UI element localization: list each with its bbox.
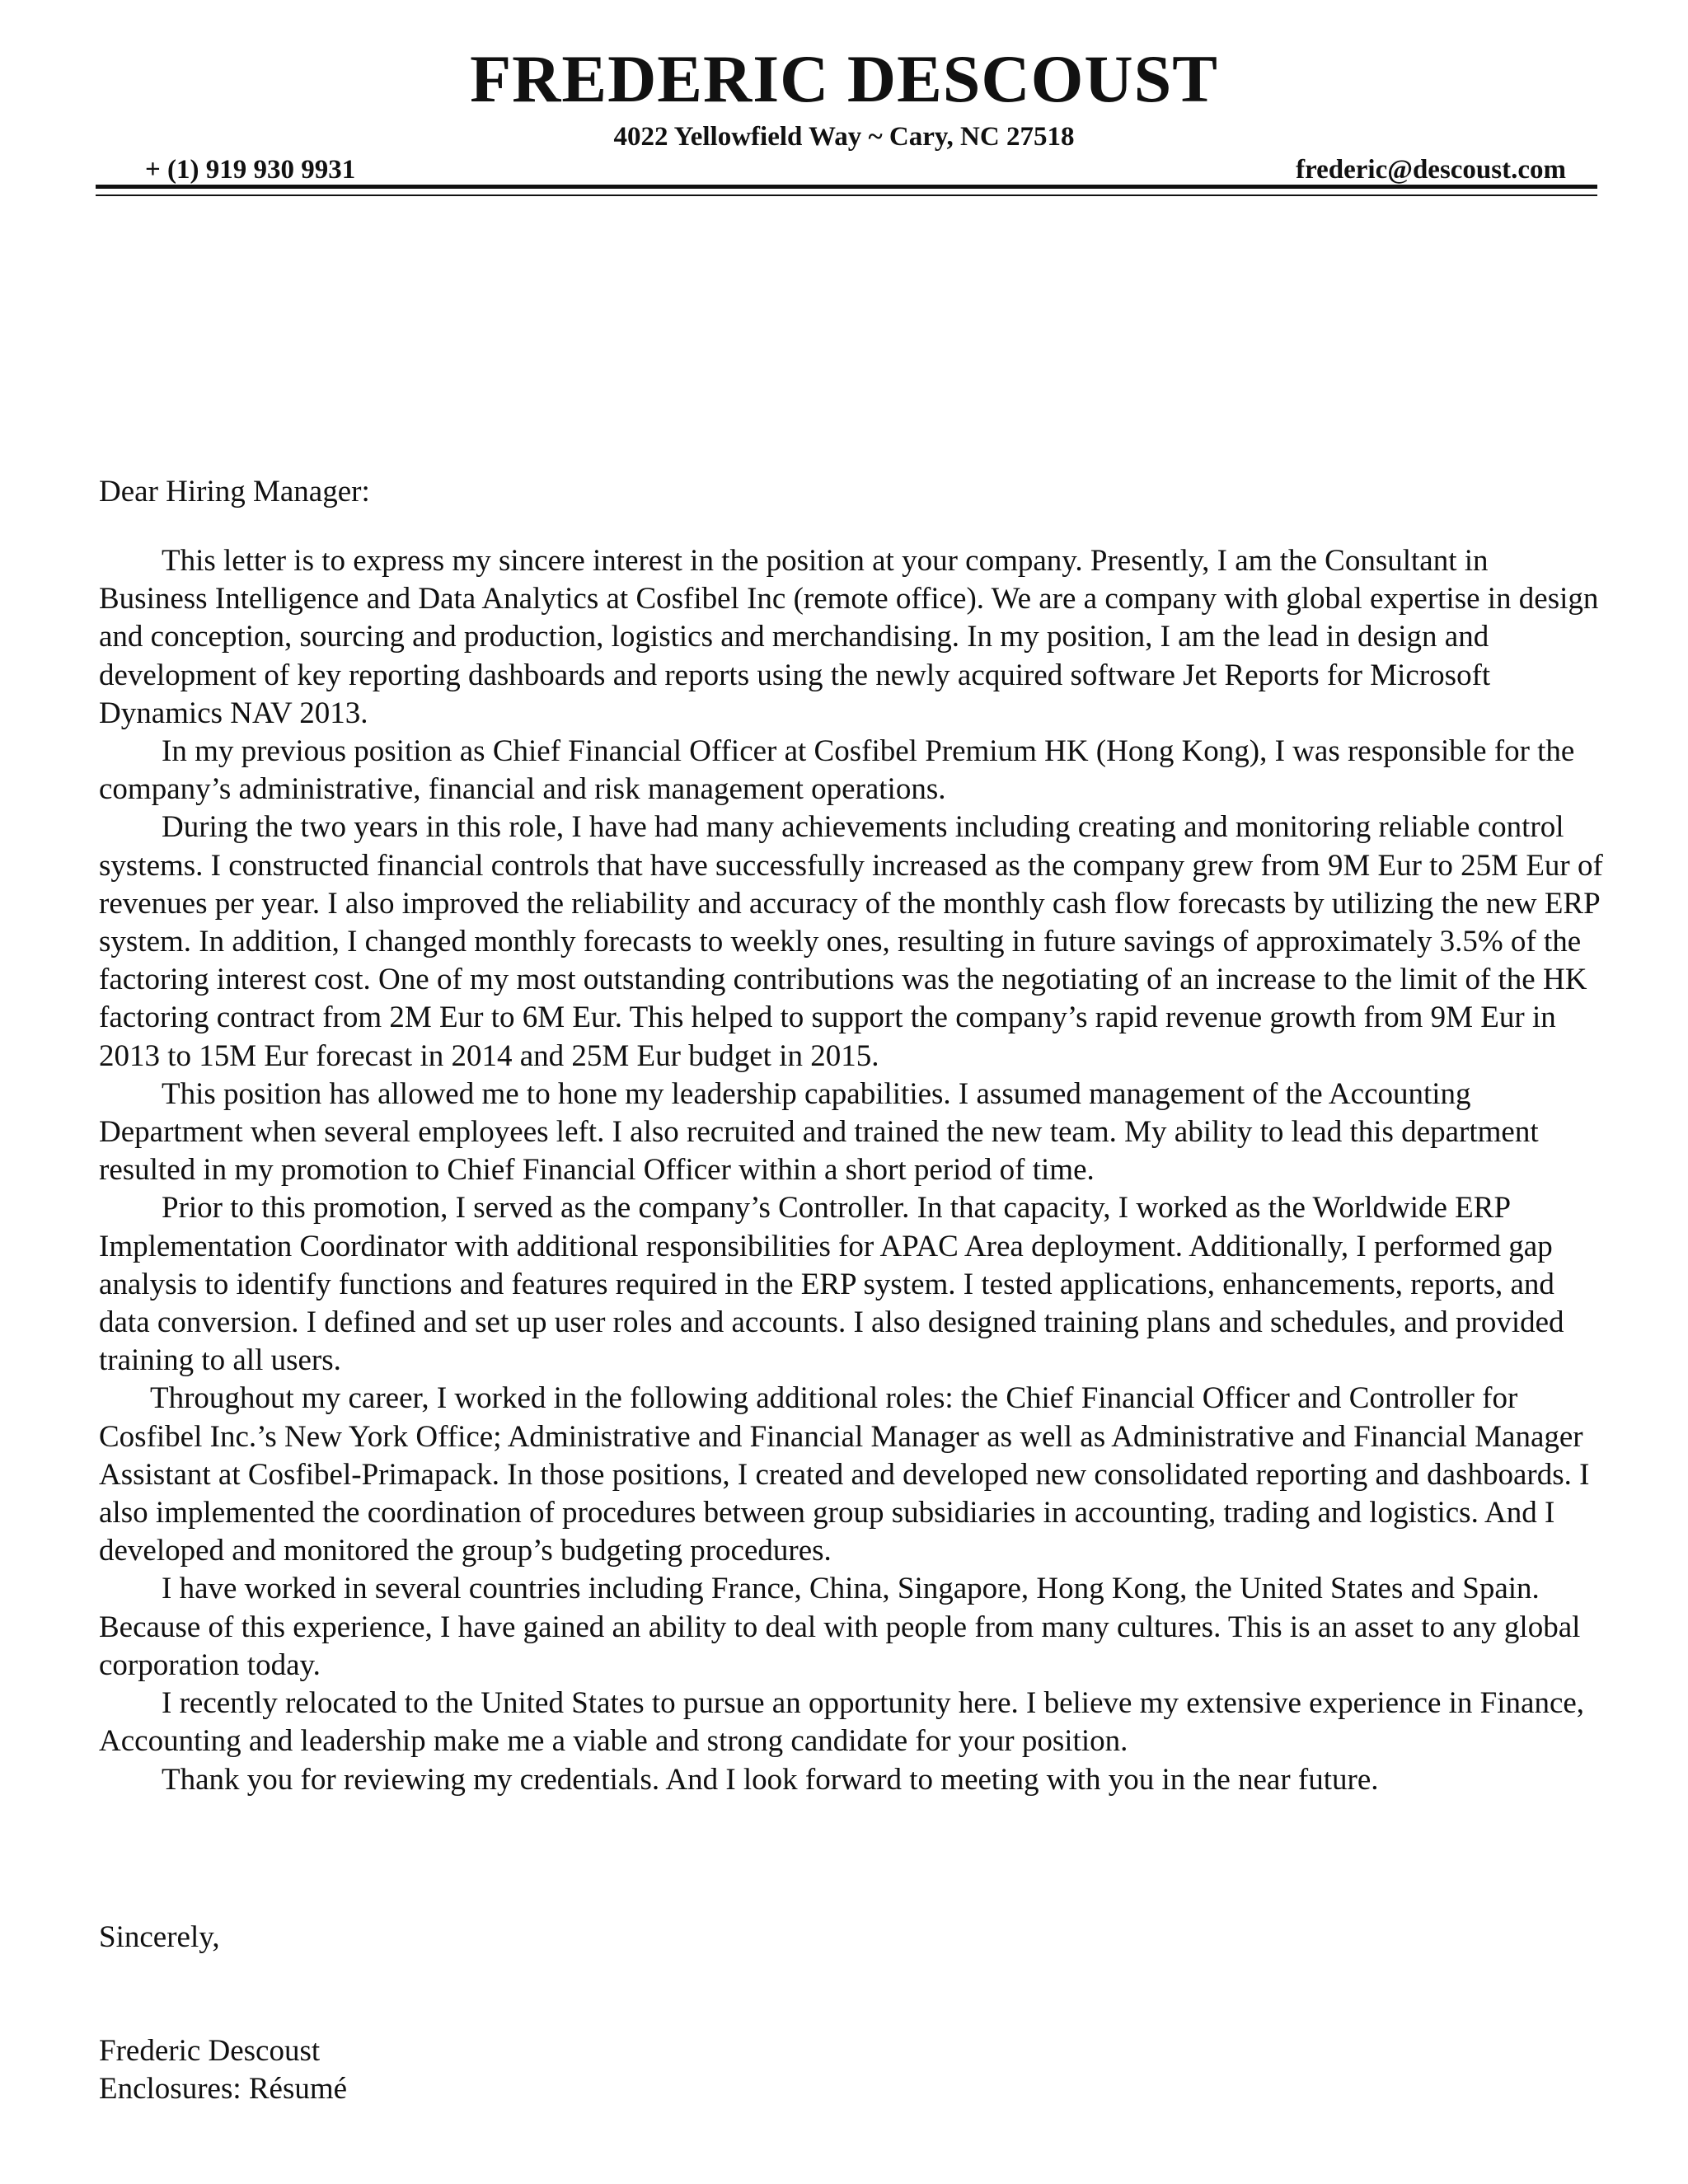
paragraph-9: Thank you for reviewing my credentials. And I look forward to meeting with you in the near future. bbox=[162, 1762, 1379, 1797]
paragraph-3: During the two years in this role, I have had many achievements including creating and monitoring reliable control systems. I constructed financial controls that have successfully increased as the company grew from 9M Eur to 25M Eur of revenues per year. I also improved the reliability and accuracy of the monthly cash flow forecasts by utilizing the new ERP system. In addition, I changed monthly forecasts to weekly ones, resulting in future savings of approximately 3.5% of the factoring interest cost. One of my most outstanding contributions was the negotiating of an increase to the limit of the HK factoring contract from 2M Eur to 6M Eur. This helped to support the company’s rapid revenue growth from 9M Eur in 2013 to 15M Eur forecast in 2014 and 25M Eur budget in 2015. bbox=[99, 810, 1603, 1073]
header-rule-thin bbox=[96, 194, 1597, 196]
sender-email: frederic@descoust.com bbox=[1296, 155, 1566, 185]
paragraph-7: I have worked in several countries including France, China, Singapore, Hong Kong, the United States and Spain. Because of this experience, I have gained an ability to deal with people from many cultures. This is an asset to any global corporation today. bbox=[99, 1572, 1581, 1682]
paragraph-5: Prior to this promotion, I served as the company’s Controller. In that capacity, I worked as the Worldwide ERP Implementation Coordinator with additional responsibilities for APAC Area deployment. Additionally, I performed gap analysis to identify functions and features required in the ERP system. I tested applications, enhancements, reports, and data conversion. I defined and set up user roles and accounts. I also designed training plans and schedules, and provided training to all users. bbox=[99, 1191, 1564, 1378]
enclosures-line: Enclosures: Résumé bbox=[99, 2072, 348, 2106]
sender-address: 4022 Yellowfield Way ~ Cary, NC 27518 bbox=[613, 122, 1075, 152]
sender-phone: + (1) 919 930 9931 bbox=[145, 155, 356, 185]
paragraph-8: I recently relocated to the United States to pursue an opportunity here. I believe my extensive experience in Finance, Accounting and leadership make me a viable and strong candidate for your position. bbox=[99, 1686, 1585, 1759]
paragraph-6: Throughout my career, I worked in the following additional roles: the Chief Financial Officer and Controller for Cosfibel Inc.’s New York Office; Administrative and Financial Manager as well as Administrative and Financial Manager Assistant at Cosfibel-Primapack. In those positions, I created and developed new consolidated reporting and dashboards. I also implemented the coordination of procedures between group subsidiaries in accounting, trading and logistics. And I developed and monitored the group’s budgeting procedures. bbox=[99, 1381, 1590, 1568]
header-rule-thick bbox=[96, 185, 1597, 189]
sender-name: FREDERIC DESCOUST bbox=[470, 41, 1218, 116]
paragraph-4: This position has allowed me to hone my leadership capabilities. I assumed management of the Accounting Department when several employees left. I also recruited and trained the new team. My ability to lead this department resulted in my promotion to Chief Financial Officer within a short period of time. bbox=[99, 1076, 1539, 1188]
closing: Sincerely, bbox=[99, 1920, 220, 1954]
paragraph-2: In my previous position as Chief Financial Officer at Cosfibel Premium HK (Hong Kong), I was responsible for the company’s administrative, financial and risk management operations. bbox=[99, 734, 1575, 807]
paragraph-1: This letter is to express my sincere interest in the position at your company. Presently, I am the Consultant in Business Intelligence and Data Analytics at Cosfibel Inc (remote office). We are a company with global expertise in design and conception, sourcing and production, logistics and merchandising. In my position, I am the lead in design and development of key reporting dashboards and reports using the newly acquired software Jet Reports for Microsoft Dynamics NAV 2013. bbox=[99, 544, 1599, 730]
letter-body bbox=[99, 542, 1604, 1799]
signature-name: Frederic Descoust bbox=[99, 2034, 321, 2068]
salutation: Dear Hiring Manager: bbox=[99, 475, 370, 509]
